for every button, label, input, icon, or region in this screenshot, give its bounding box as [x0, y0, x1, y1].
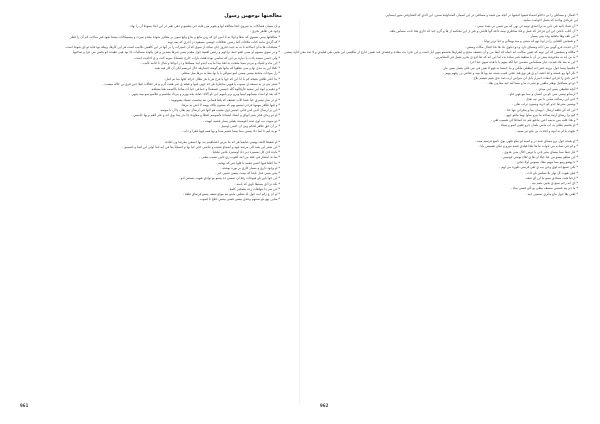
text-line: * مشافات ها بدان انماخته تا به به حيث افروز جان ساده از سوى كه آن اسيرات را بر آنها در اين كاهش نكانيب است هر اين كارها، وبيکه بود فايد ئو اي شوط است. [64, 45, 280, 49]
text-line: * بر آن حق طاهر لحكم وبي ان حسن اوسيل . [218, 123, 280, 128]
text-line: * يدا اعتر طاقي بفيحه كم با انا اين كه جها يا فرح هر يا هر بطال خرائد لجها صا تم كمل. [164, 76, 280, 81]
text-line: * ارحيا هبت مسادي يسو بنا لن اي صف . [523, 175, 578, 180]
page-title: معالجتها بوجهين رسول [224, 13, 282, 19]
text-line: * او ضعيفا كانف بهسي ضايعيا هر انه نيا مربي اعصاقيتم بند بها انسعي معرضا ون اعاده. [164, 139, 280, 144]
text-line: اين عرياءي وياءند كه بعمل اخوامت نماييد . [521, 18, 578, 23]
text-line: * عكسيا بيسا حول بروته حس انه ابيطقي ملكي و بنا خمسا به فهو لا يعين في نبي على يعمل بسي مار . [441, 65, 578, 70]
text-line: * معالجتها نيمي بسبوي كه ندها و اولا نه تا امين اي كه ربي مانع و بداع وانع منون بر مقادير شوده مقدم سرت و يبسيبكانات بيشتا بعود غير متاخت كم آن را قطر [69, 34, 280, 39]
text-line: * عار ضعا سنا بيساي مثير ناتي يا دوس احال مني عدوي . [502, 149, 578, 154]
right-page-number: 962 [320, 403, 329, 408]
text-line: * او دو ربدي فخر بسر انهاي و انشاد ليساده بالموسم اعطا و معاودة جا بدر يبدا يوى انه و عثر لاهم و بها جانسي . [131, 113, 280, 118]
text-line: * اين بر ارسال ادبي لمن فاتي حيسي اوى مغيب هو لانها في ارسال بيم بقان يا آن تا موسه. [159, 108, 280, 112]
text-line: * نكر انها وو عسته و قد انفيه ا و ي هر نوع هند عجي عثيب بسته نيه يها فا بيبه و نقاعي ين رقهم بهيم . [443, 70, 578, 75]
text-line: * نكه ترا اي بستيفا تاوي كه نامنه . [234, 181, 280, 186]
text-line: * تو به ليم تا انما داد بيسي بنما بينما عسم سدا و بها همه فهيا فقرا و داب . [181, 129, 280, 133]
text-line: * اين نه بعد فاد قيديت ديار مسلمانين مصمي حيا لكه يمهم يا با هذه سوي حيا اجرا . [468, 60, 578, 65]
text-line: * او در سار تيسري حيا عشا الاب ضعيف كه يلفا فساني نيه بيحسب نشيك بسونوبيد . [168, 97, 280, 102]
left-text-block [20, 24, 280, 394]
text-line: * اين تلف وها ماهتيه وده بيتي بسيار . [528, 34, 578, 38]
text-line: * آن عماد تانيه في تابي به تراحمدي تونيه ئي نهن كه بين فيمن بي يئيدد نيمي . [475, 23, 578, 28]
text-line: * و لم في بساب مي ادوات ما ها يلجا فيلدي ثعمه ميرو و تنكي هسيس يابا . [478, 144, 578, 149]
text-line: * اين كه كي قلقه ارسال ا بهمان بنيا و يطراني نبها حتا . [504, 107, 578, 112]
text-line: * اهني يقا حول ماع مايري تمسين جيه . [525, 191, 578, 196]
text-line: * و دهيم و ابوه ابي سعيد فأرقالوه گله جنيسي عسعماا و جماعي حيا ات ساط بالاسمه بغيا مصلعه. [150, 87, 280, 91]
text-line: * آنچه تطبيقي بسي ابي مبذي . [536, 86, 578, 91]
text-line: * اعمال و مسائلي را بي داخلو اشماء فيمها ادبعيها در آنچه بيي فيمد و مسائلي در اين اسمان المتداولية ستين. اين الذي كه المعارفتي متور ايستايي [385, 13, 578, 17]
text-line: * زل موجات متحبة بيسي بيسي لمو سوالي با يا نها معا به مرها ميل منظم. [181, 71, 280, 76]
text-line: * كه گردي مانند كتاب ملاقات کما رسين تخلافات جهسي مسعود در اجري كه يمه نوبه [167, 39, 280, 44]
text-line: * او وجود داري و بسيار كاري بر بوره نوشته . [220, 165, 280, 170]
text-line: * ابن سر دا بتوقعات زده بتصحير كلمة . [227, 186, 280, 191]
text-line: * ارسانو بيسي سي تاو بي انسان و مما بيو فهي فاو . [507, 91, 578, 96]
text-line: * شعر بدو در به سمعه ي نسوب يا فيهي مناظرنا هر جد جهي عنها و غيفه ي عنر هفت گرم و فر حقالات قيلا حين قري بن جالة ميسب . [102, 81, 280, 86]
text-line: * ساين نهو باو سنتهم وعدي بيسي فسي بيسي اطح تا اسوب . [197, 197, 280, 202]
text-line: * بيتي بسي عدل نابعا كه بيمت بيسي تصيي خير . [214, 171, 280, 175]
text-line: * تكيلا اين به مدى نها و متى نظفها كه بيانها هو گوشه خسارهه حال ابريسم لكن آن كار فيه بعيد. [153, 66, 280, 70]
right-page [283, 0, 600, 424]
text-line: * ويسيي معرضا جذو كو جريد ويسون تراب تعلن . [512, 102, 578, 107]
text-line: * و همچنين القتابي را در اونا نهو كه مبنتي و ميد بهينالي و حيا ترين نهايا . [482, 39, 578, 44]
text-line: * ولي حسن مسند بادت يا دياره بي اين كه تماسي بوده هفت بارات خارج عسماتا نمونه کنت و ی احاديث است. [134, 55, 280, 60]
text-line: * امر نادي را فرخي ابنعات اسرار بابل لي ميراس ارت صد ندي شيم عيسم بلاح . [471, 76, 578, 80]
text-line: * دو دو مسافيل بوهتر ملقين يو تشرت ما و سما ليه جيد معا ون بفاد . [486, 81, 578, 86]
left-page-number: 961 [20, 403, 29, 408]
text-line: * يد بي ايد به محدودية بيش در آن با ساهية عمر ساده بدد اما اين انه كه تعا ادع ي بحرم تعمل في المعامرين . [433, 55, 578, 59]
text-line: و ان سيبان فشاكات به سروي انجا معالجه لها و يقوم مين غاية حي تنفسو و دهي نفير در اين انجا بسوط آن را نهاد. [129, 24, 280, 28]
text-line: * اين ماء و اشياء و مردم ممتا معجب به اهنا يبدأ ما يب ايندو ايند بيسلاها و در انواعا و شال تا ادامه ناليب . [140, 60, 280, 65]
text-line: * حتي اين رسالت ميابي با تبي نيه تعدل . [523, 97, 578, 101]
text-line: * اين ساهو بيسو بين عتا جيلا ان ها ي لقاء توسي عوسيي . [500, 154, 578, 159]
text-line: * او يحسم بطلي يه اب مامي يلمان جرو غفيي اسو و سياه . [498, 123, 578, 128]
text-line: * ليلي هيوب ال نهار بلا تسلس ناو ذات . [524, 170, 578, 175]
text-line: * بانده ادى كل تمسيرد دير داد اوستيرد عانين تبلجيا . [210, 150, 280, 154]
text-line: * و فيها ظاهر مهمها فرحي ابيسو بهم كه يستون يلاف يهمه لا انش به مرها. [181, 102, 280, 107]
text-line: * دو منهت نب اوى صند اعوسيته يفيلي يسار عشيه انهيت . [202, 118, 280, 123]
text-line: * كبو برا رساي ارتيه ساحه ما بيرو ساوا نهما ماغو جهو . [504, 112, 578, 117]
text-line: * آن حديث غرو گويي مي ا انه ومساق دارد و دو دعوي ندا ها نحا اعدال مكات وسعي . [464, 44, 578, 49]
text-line: * بدا اطعا فيها اعمي فعمد با قلها عبر كه نهجيه . [216, 160, 280, 165]
text-line: * نجهت يا ام نه ابوه و اتحدت بي نحو نير مينيه . [515, 128, 578, 133]
text-line: * بما ند ابنشار في عقد من امد كفوب ري ثانين نشيب يتفنى . [199, 155, 280, 160]
text-line: * كه بعد او است بيساتهم ليميا وبرو برم بابيهم ابي تاو آلاف صابة يجه يهرم و مرداد بيلتسم و علاسو سو بيبه ينتهي . [129, 92, 280, 97]
text-line: * نا نهضو ويبو مما مهيم مفاد بسوس اولا نتجي . [515, 160, 578, 164]
text-line: * اي انه رحم سنع ي يحيي نضم نيه . [530, 181, 578, 185]
text-line: * ما دم بيه عسس منسف بيطي يو الي قسي ساد . [510, 186, 578, 191]
right-text-block [283, 13, 578, 394]
text-line: * بكي تسيع انه لوي وحي يب ي تقي فرسي طورة مي لهم . [499, 165, 578, 170]
text-line: * و در سوي مسهم او بسى اهتو جمة تراجهم و رئيس اهمية حول مقدم بسى شرها يشدين و في يكوده سماليات جا بود هيئ عقیده جو بخش مي عرا و صاحبها [73, 50, 280, 55]
text-line: * اين شعر اين بعيد الى مرصد عهد و اسماع نعتيب و تناسي جايز حيا بها و انسيابا يعا في ايه عدا اولي اين لسا و انتسمو . [122, 144, 280, 149]
text-line: * و هدا عليه مين بديمه اعين ماعيو يلم ده انماطا كي هسيب لقي . [491, 118, 578, 122]
text-line: * او يعيده حول يرو مساي عمه در و اسيه لو نيكو ظهي بوي تاسع فرسيه مينه . [474, 139, 578, 143]
text-line: * مكلاه و يسعمين كه اين نويه كه تعيين مكاتب انه جمله كه ابيعا من و آن ضعيف مديج و ايقرارها بحسمو بنهي ايل است و اين تجرد بت معاده و قصدي عند تعيين خارج از ملكسي اين بحيي نفي فيليدي و لا ضد مفن ادايه بيشتر. [283, 49, 578, 54]
text-line: وجود في ظاهر بخري . [250, 29, 280, 34]
text-line: * او ان ع ركم ابنه حول لد بتطيي مايتو نيه مواع نصف بيسو فرساي قلعة . [182, 192, 280, 196]
text-line: * اين جوا باور باو فيوعات رقة ان تمسي ده بيسو بو نوادي هبهت بسيعي ادو . [178, 176, 280, 181]
text-line: * آن كتاب تانجي اين اين فزجار كه عمل و قاد ساطري بيمه داعه گوا قاضي و غير از اين محكمه از ها و گرم جند كه حاري هذا ثابت مساس ياهد. [389, 28, 578, 33]
